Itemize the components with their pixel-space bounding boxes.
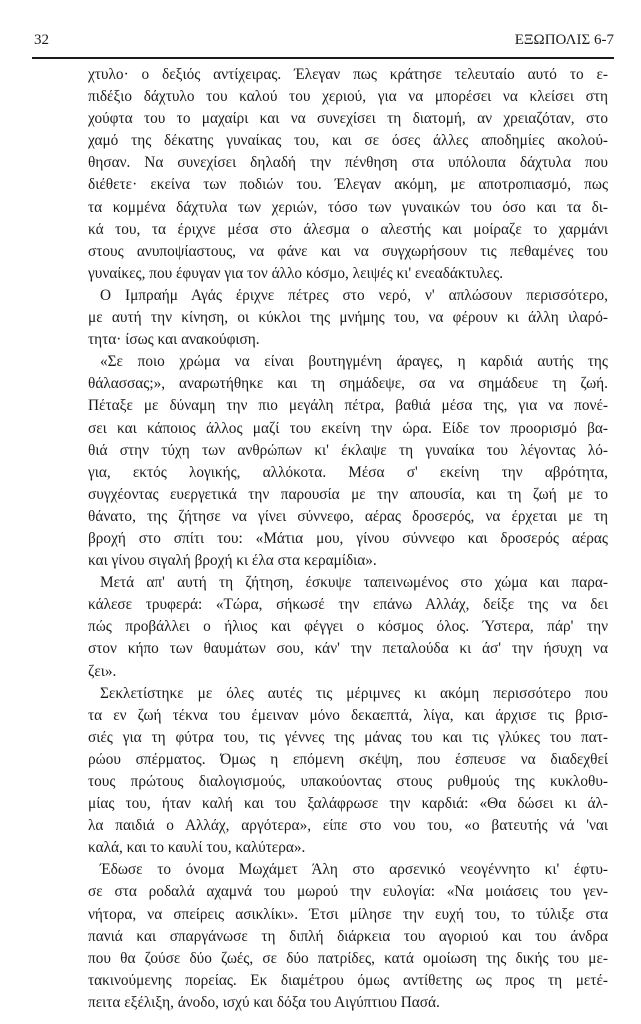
text-line: θιά στην τύχη των ανθρώπων κι' έκλαψε τη γυναίκα του λέγοντας λό-	[88, 441, 608, 459]
text-line: τους πρώτους διαλογισμούς, υπακούοντας στους ρυθμούς της κυκλοθυ-	[88, 773, 608, 790]
text-line: διέθετε· εκείνα των ποδιών του. Έλεγαν ακόμη, με αποτροπιασμό, πως	[88, 176, 608, 194]
text-line: ρώου σπέρματος. Όμως η επόμενη σκέψη, που έσπευσε να διαδεχθεί	[88, 750, 608, 768]
text-line: στους ανυποψίαστους, να φάνε και να συγχωρήσουν τις πεθαμένες του	[88, 242, 608, 260]
text-line: πανιά και σπαργάνωσε τη διπλή διάρκεια του αγοριού και του άνδρα	[88, 927, 608, 945]
text-line: λα παιδιά ο Αλλάχ, αργότερα», είπε στο νου του, «ο βατευτής νά 'ναι	[88, 817, 608, 835]
text-line: θάλασσας;», αναρωτήθηκε και τη σημάδεψε, σα να σημάδευε τη ζωή.	[88, 375, 608, 393]
text-line: «Σε ποιο χρώμα να είναι βουτηγμένη άραγες, η καρδιά αυτής της	[100, 353, 608, 371]
text-line: τακινούμενης πορείας. Εκ διαμέτρου όμως αντίθετης ως προς τη μετέ-	[88, 971, 608, 989]
text-line: σει και κάποιος άλλος μαζί του εκείνη την ώρα. Είδε τον προορισμό βα-	[88, 419, 608, 437]
text-line: τητα· ίσως και ανακούφιση.	[88, 331, 260, 349]
text-line: που θα ζούσε δύο ζωές, σε δύο πατρίδες, κατά ομοίωση της δικής του με-	[88, 949, 608, 967]
text-line: Έδωσε το όνομα Μωχάμετ Άλη στο αρσενικό νεογέννητο κι' έφτυ-	[100, 861, 608, 879]
text-line: χούφτα του το μαχαίρι και να συνεχίσει τη διατομή, αν χρειαζόταν, στο	[88, 110, 608, 128]
text-line: πώς προβάλλει ο ήλιος και φέγγει ο κόσμος όλος. Ύστερα, πάρ' την	[88, 618, 608, 636]
text-line: Ο Ιμπραήμ Αγάς έριχνε πέτρες στο νερό, ν' απλώσουν περισσότερο,	[100, 286, 608, 304]
text-line: ζει».	[88, 662, 117, 680]
text-line: πειτα εξέλιξη, άνοδο, ισχύ και δόξα του Αιγύπτιου Πασά.	[88, 993, 440, 1011]
header-rule	[32, 57, 614, 59]
text-line: τα εν ζωή τέκνα του έμειναν μόνο δεκαεπτά, λίγα, και άρχισε τις βρισ-	[88, 706, 608, 724]
text-line: με αυτή την κίνηση, οι κύκλοι της μνήμης του, να φέρουν κι άλλη ιλαρό-	[88, 309, 608, 327]
paragraph	[88, 683, 608, 860]
text-line: σιές για τη φύτρα του, τις γέννες της μάνας του και τις γλύκες του πατ-	[88, 728, 608, 746]
text-line: θάνατο, της ζήτησε να γίνει σύννεφο, αέρας δροσερός, να έρχεται με τη	[88, 507, 608, 525]
text-line: Σεκλετίστηκε με όλες αυτές τις μέριμνες κι ακόμη περισσότερο που	[100, 684, 608, 702]
text-line: νήτορα, να σπείρεις ασικλίκι». Έτσι μίλησε την ευχή του, το τύλιξε στα	[88, 905, 608, 923]
paragraph	[88, 285, 608, 351]
text-line: κά του, τα έριχνε μέσα στο άλεσμα ο αλεστής και μοίραζε το χαρμάνι	[88, 220, 608, 238]
paragraph	[88, 351, 608, 572]
body-text	[88, 64, 608, 1014]
paragraph	[88, 859, 608, 1014]
running-title: ΕΞΩΠΟΛΙΣ 6-7	[514, 32, 614, 48]
page-number: 32	[34, 32, 49, 48]
text-line: συγχέοντας ευεργετικά την παρουσία με την απουσία, και τη ζωή με το	[88, 485, 608, 503]
text-line: Πέταξε με δύναμη την πιο μεγάλη πέτρα, βαθιά μέσα της, για να πονέ-	[88, 397, 608, 415]
text-line: για, εκτός λογικής, αλλόκοτα. Μέσα σ' εκείνη την αβρότητα,	[88, 463, 608, 481]
paragraph	[88, 572, 608, 682]
text-line: γυναίκες, που έφυγαν για τον άλλο κόσμο, λειψές κι' ενεαδάκτυλες.	[88, 264, 504, 282]
text-line: σε στα ροδαλά αχαμνά του μωρού την ευλογία: «Να μοιάσεις του γεν-	[88, 883, 608, 901]
paragraph	[88, 64, 608, 285]
text-line: στον κήπο των θαυμάτων σου, κάν' την πεταλούδα κι άσ' την ήσυχη να	[88, 640, 608, 658]
text-line: χαμό της δέκατης γυναίκας του, και σε όσες άλλες αποδημίες ακολού-	[88, 132, 608, 150]
text-line: πιδέξιο δάχτυλο του καλού του χεριού, για να μπορέσει να κλείσει στη	[88, 88, 608, 106]
text-line: βροχή στο σπίτι του: «Μάτια μου, γίνου σύννεφο και δροσερός αέρας	[88, 529, 608, 547]
text-line: θησαν. Να συνεχίσει δηλαδή την πένθηση στα υπόλοιπα δάχτυλα που	[88, 154, 608, 172]
page-header	[32, 28, 614, 52]
text-line: κάλεσε τρυφερά: «Τώρα, σήκωσέ την επάνω Αλλάχ, δείξε της να δει	[88, 596, 608, 614]
text-line: χτυλο· ο δεξιός αντίχειρας. Έλεγαν πως κράτησε τελευταίο αυτό το ε-	[88, 66, 608, 83]
text-line: και γίνου σιγαλή βροχή κι έλα στα κεραμίδια».	[88, 552, 377, 570]
text-line: τα κομμένα δάχτυλα των χεριών, τόσο των γυναικών του όσο και τα δι-	[88, 198, 608, 216]
text-line: μίας του, ήταν καλή και του ξαλάφρωσε την καρδιά: «Θα δώσει κι άλ-	[88, 795, 608, 813]
text-line: καλά, και το καυλί του, καλύτερα».	[88, 839, 306, 857]
text-line: Μετά απ' αυτή τη ζήτηση, έσκυψε ταπεινωμένος στο χώμα και παρα-	[100, 574, 608, 592]
